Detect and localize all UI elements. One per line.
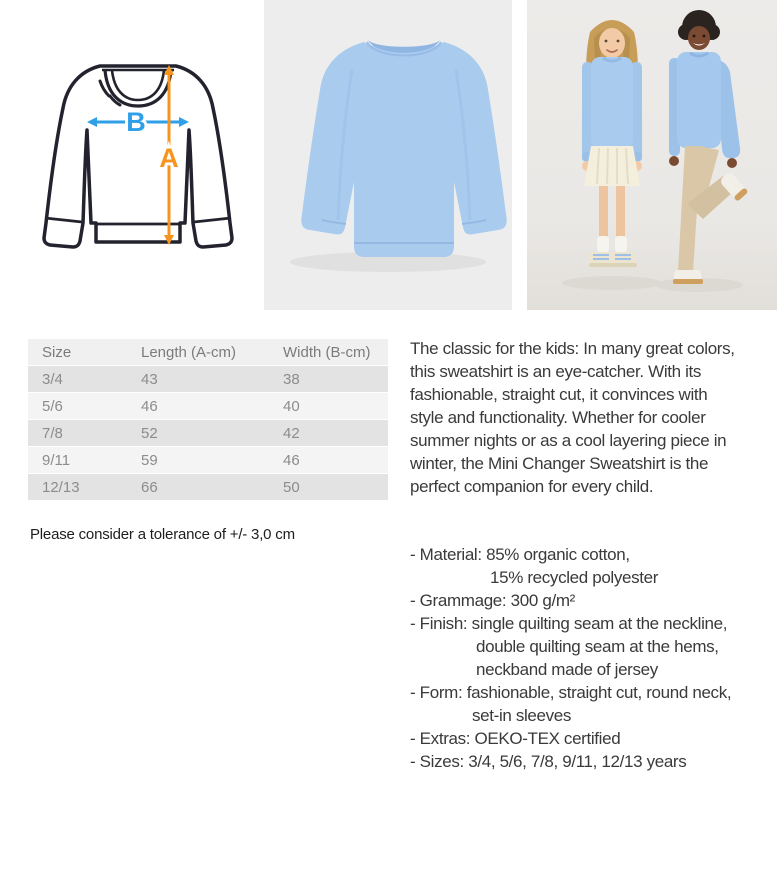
detail-line: - Form: fashionable, straight cut, round neck, [410, 683, 732, 702]
table-row [28, 393, 388, 420]
description-line: style and functionality. Whether for cooler [410, 408, 706, 427]
table-row [28, 474, 388, 501]
size-column-header: Size [28, 339, 141, 366]
width-cell: 46 [283, 447, 388, 474]
width-cell: 42 [283, 420, 388, 447]
length-label-a: A [159, 143, 179, 173]
boy-figure [669, 10, 749, 284]
length-cell: 59 [141, 447, 283, 474]
description-line: this sweatshirt is an eye-catcher. With its [410, 362, 702, 381]
description-line: fashionable, straight cut, it convinces with [410, 385, 708, 404]
detail-line: double quilting seam at the hems, [476, 637, 719, 656]
product-sweatshirt-body [301, 42, 506, 257]
detail-line: - Finish: single quilting seam at the neckline, [410, 614, 728, 633]
detail-line: set-in sleeves [472, 706, 572, 725]
length-cell: 46 [141, 393, 283, 420]
description-line: perfect companion for every child. [410, 477, 654, 496]
size-cell: 3/4 [28, 366, 141, 393]
tolerance-note: Please consider a tolerance of +/- 3,0 cm [30, 526, 295, 543]
product-description [410, 337, 777, 498]
detail-line: - Material: 85% organic cotton, [410, 545, 630, 564]
detail-line: - Grammage: 300 g/m² [410, 591, 575, 610]
table-row [28, 420, 388, 447]
detail-line: - Extras: OEKO-TEX certified [410, 729, 621, 748]
table-row [28, 447, 388, 474]
width-cell: 38 [283, 366, 388, 393]
product-details [410, 543, 777, 773]
detail-line: - Sizes: 3/4, 5/6, 7/8, 9/11, 12/13 years [410, 752, 687, 771]
length-column-header: Length (A-cm) [141, 339, 283, 366]
length-cell: 43 [141, 366, 283, 393]
detail-line: 15% recycled polyester [490, 568, 659, 587]
size-cell: 12/13 [28, 474, 141, 501]
size-cell: 9/11 [28, 447, 141, 474]
size-table-header-row [28, 339, 388, 366]
size-diagram-panel [20, 40, 250, 270]
description-line: summer nights or as a cool layering piece in [410, 431, 727, 450]
description-line: winter, the Mini Changer Sweatshirt is the [410, 454, 709, 473]
detail-line: neckband made of jersey [476, 660, 658, 679]
size-cell: 7/8 [28, 420, 141, 447]
size-table [28, 339, 388, 501]
product-sweatshirt-illustration [264, 0, 512, 310]
width-column-header: Width (B-cm) [283, 339, 388, 366]
models-illustration [527, 0, 777, 310]
models-photo-panel [527, 0, 777, 310]
length-cell: 66 [141, 474, 283, 501]
floor-shadow [562, 276, 662, 290]
description-line: The classic for the kids: In many great colors, [410, 339, 735, 358]
size-diagram-svg [20, 40, 250, 270]
width-cell: 50 [283, 474, 388, 501]
length-cell: 52 [141, 420, 283, 447]
width-cell: 40 [283, 393, 388, 420]
table-row [28, 366, 388, 393]
size-cell: 5/6 [28, 393, 141, 420]
girl-figure [582, 20, 642, 267]
width-label-b: B [126, 107, 146, 137]
product-photo-panel [264, 0, 512, 310]
